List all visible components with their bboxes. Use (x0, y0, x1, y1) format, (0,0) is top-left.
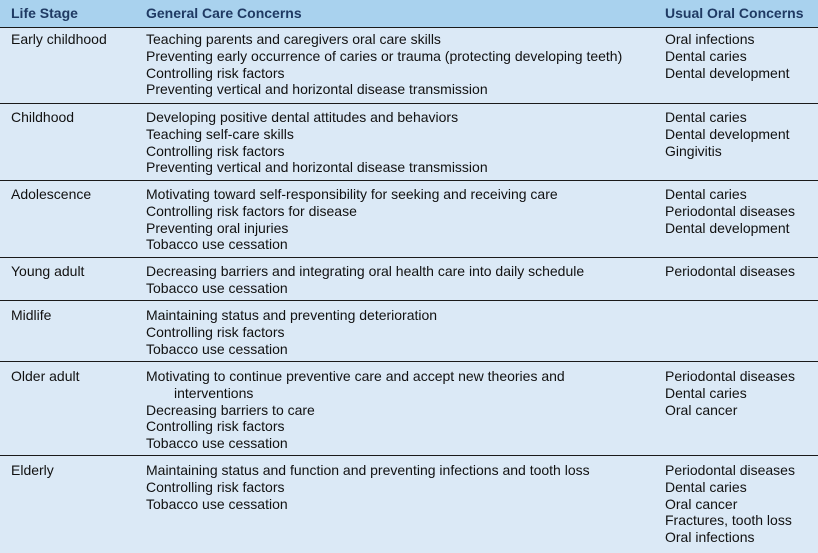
general-care-item: Teaching parents and caregivers oral care skills (146, 31, 441, 47)
life-stage-cell: Elderly (11, 462, 54, 478)
general-care-item: Teaching self-care skills (146, 125, 294, 142)
life-stage-cell: Early childhood (11, 31, 107, 47)
general-care-item: Tobacco use cessation (146, 340, 288, 357)
oral-concern-item: Dental development (665, 64, 790, 81)
general-care-cell (146, 31, 651, 98)
oral-concerns-cell (665, 109, 818, 159)
oral-concern-item: Dental caries (665, 384, 747, 401)
general-care-item: Tobacco use cessation (146, 236, 288, 253)
general-care-item: Developing positive dental attitudes and behaviors (146, 109, 459, 125)
life-stage-cell: Young adult (11, 263, 85, 279)
general-care-item: Tobacco use cessation (146, 279, 288, 296)
oral-concerns-cell (665, 31, 818, 81)
general-care-item: Preventing vertical and horizontal disease transmission (146, 159, 488, 176)
header-oral-concerns: Usual Oral Concerns (665, 5, 804, 21)
general-care-item: Controlling risk factors (146, 418, 285, 435)
general-care-cell (146, 462, 651, 512)
general-care-item: Motivating to continue preventive care and accept new theories and (146, 368, 565, 384)
general-care-item: Preventing vertical and horizontal disease transmission (146, 81, 488, 98)
oral-concern-item: Oral infections (665, 31, 755, 47)
general-care-item: Controlling risk factors (146, 478, 285, 495)
general-care-cell (146, 307, 651, 357)
life-stage-cell: Childhood (11, 109, 75, 125)
oral-concerns-cell (665, 186, 818, 236)
general-care-cell (146, 109, 651, 176)
general-care-item: Controlling risk factors for disease (146, 202, 357, 219)
general-care-item: Tobacco use cessation (146, 435, 288, 452)
general-care-item: Controlling risk factors (146, 64, 285, 81)
header-life-stage: Life Stage (11, 5, 78, 21)
row-divider (0, 257, 818, 258)
row-divider (0, 361, 818, 362)
oral-concern-item: Periodontal diseases (665, 368, 795, 384)
oral-concern-item: Dental development (665, 125, 790, 142)
oral-concern-item: Dental caries (665, 478, 747, 495)
row-divider (0, 300, 818, 301)
general-care-item: Controlling risk factors (146, 323, 285, 340)
oral-concern-item: Dental development (665, 219, 790, 236)
general-care-cell (146, 263, 651, 297)
general-care-cell (146, 368, 651, 452)
oral-concerns-cell (665, 368, 818, 418)
general-care-item: Motivating toward self-responsibility for seeking and receiving care (146, 186, 558, 202)
oral-concerns-cell (665, 462, 818, 546)
life-stage-cell: Older adult (11, 368, 80, 384)
oral-concern-item: Dental caries (665, 109, 747, 125)
general-care-item: Preventing oral injuries (146, 219, 289, 236)
oral-concerns-cell (665, 263, 818, 280)
row-divider (0, 180, 818, 181)
oral-concern-item: Oral cancer (665, 495, 738, 512)
row-divider (0, 455, 818, 456)
oral-concern-item: Oral infections (665, 529, 755, 546)
header-general-care: General Care Concerns (146, 5, 302, 21)
general-care-item: Controlling risk factors (146, 142, 285, 159)
general-care-item: Maintaining status and function and preventing infections and tooth loss (146, 462, 590, 478)
life-stage-cell: Midlife (11, 307, 52, 323)
oral-concern-item: Gingivitis (665, 142, 722, 159)
general-care-item: Tobacco use cessation (146, 495, 288, 512)
general-care-item: interventions (174, 384, 254, 401)
table-header (0, 0, 818, 28)
oral-concern-item: Periodontal diseases (665, 462, 795, 478)
oral-concern-item: Periodontal diseases (665, 263, 795, 279)
general-care-item: Decreasing barriers to care (146, 401, 315, 418)
general-care-item: Decreasing barriers and integrating oral health care into daily schedule (146, 263, 585, 279)
oral-concern-item: Dental caries (665, 47, 747, 64)
oral-concern-item: Dental caries (665, 186, 747, 202)
oral-concern-item: Periodontal diseases (665, 202, 795, 219)
general-care-item: Maintaining status and preventing deterioration (146, 307, 438, 323)
row-divider (0, 103, 818, 104)
general-care-item: Preventing early occurrence of caries or trauma (protecting developing teeth) (146, 47, 623, 64)
oral-concern-item: Oral cancer (665, 401, 738, 418)
life-stage-cell: Adolescence (11, 186, 92, 202)
oral-concern-item: Fractures, tooth loss (665, 512, 792, 529)
general-care-cell (146, 186, 651, 253)
